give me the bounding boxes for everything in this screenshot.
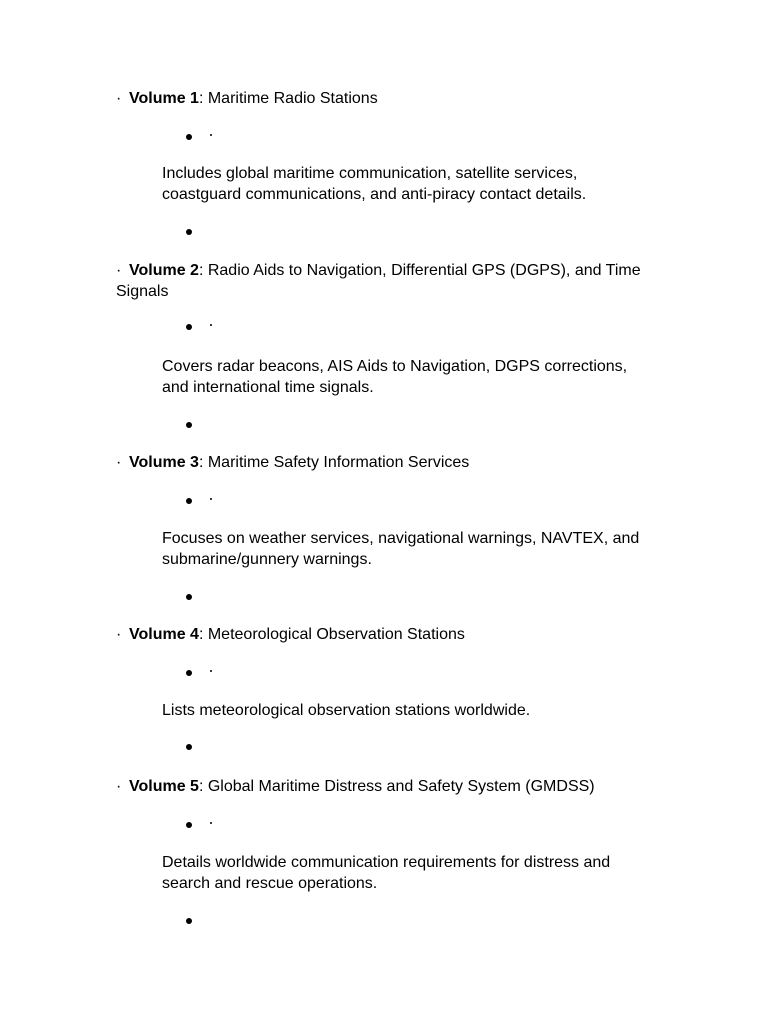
mid-dot-bullet: · (116, 778, 122, 795)
small-dot-icon (210, 134, 212, 136)
volume-2-section (116, 260, 656, 396)
bullet-icon (186, 498, 192, 504)
volume-1-heading (116, 88, 656, 109)
volume-5-heading (116, 776, 656, 797)
volume-4-section (116, 624, 656, 719)
bullet-icon (186, 422, 192, 428)
volume-5-description: Details worldwide communication requirements for distress and search and rescue operations. (162, 854, 611, 892)
mid-dot-bullet: · (116, 454, 122, 471)
empty-bullet-row (186, 738, 192, 758)
volume-1-name: Volume 1 (129, 90, 199, 107)
volume-1-section (116, 88, 656, 203)
mid-dot-bullet: · (116, 626, 122, 643)
small-dot-icon (210, 822, 212, 824)
empty-bullet-row (186, 318, 212, 338)
empty-bullet-row (186, 128, 212, 148)
mid-dot-bullet: · (116, 90, 122, 107)
small-dot-icon (210, 324, 212, 326)
bullet-icon (186, 324, 192, 330)
empty-bullet-row (186, 223, 192, 243)
bullet-icon (186, 822, 192, 828)
volume-5-section (116, 776, 656, 892)
empty-bullet-row (186, 664, 212, 684)
bullet-icon (186, 134, 192, 140)
empty-bullet-row (186, 912, 192, 932)
empty-bullet-row (186, 416, 192, 436)
mid-dot-bullet: · (116, 262, 122, 279)
volume-4-title: : Meteorological Observation Stations (198, 626, 465, 643)
volume-2-description: Covers radar beacons, AIS Aids to Navigation, DGPS corrections, and international time signals. (162, 358, 628, 396)
volume-3-section (116, 452, 656, 568)
volume-5-title: : Global Maritime Distress and Safety System (GMDSS) (198, 778, 595, 795)
volume-5-name: Volume 5 (129, 778, 199, 795)
volume-2-title: : Radio Aids to Navigation, Differential GPS (DGPS), and Time Signals (116, 262, 641, 300)
bullet-icon (186, 918, 192, 924)
volume-3-title: : Maritime Safety Information Services (198, 454, 470, 471)
volume-4-heading (116, 624, 656, 645)
bullet-icon (186, 670, 192, 676)
bullet-icon (186, 744, 192, 750)
volume-2-name: Volume 2 (129, 262, 199, 279)
volume-2-heading (116, 260, 656, 302)
small-dot-icon (210, 670, 212, 672)
volume-3-name: Volume 3 (129, 454, 199, 471)
empty-bullet-row (186, 492, 212, 512)
volume-1-title: : Maritime Radio Stations (198, 90, 378, 107)
empty-bullet-row (186, 816, 212, 836)
volume-3-heading (116, 452, 656, 473)
empty-bullet-row (186, 588, 192, 608)
volume-4-description: Lists meteorological observation stations worldwide. (162, 702, 531, 719)
volume-4-name: Volume 4 (129, 626, 199, 643)
volume-1-description: Includes global maritime communication, satellite services, coastguard communications, and anti-piracy contact details. (162, 165, 587, 203)
bullet-icon (186, 594, 192, 600)
volume-3-description: Focuses on weather services, navigational warnings, NAVTEX, and submarine/gunnery warnings. (162, 530, 640, 568)
bullet-icon (186, 229, 192, 235)
small-dot-icon (210, 498, 212, 500)
